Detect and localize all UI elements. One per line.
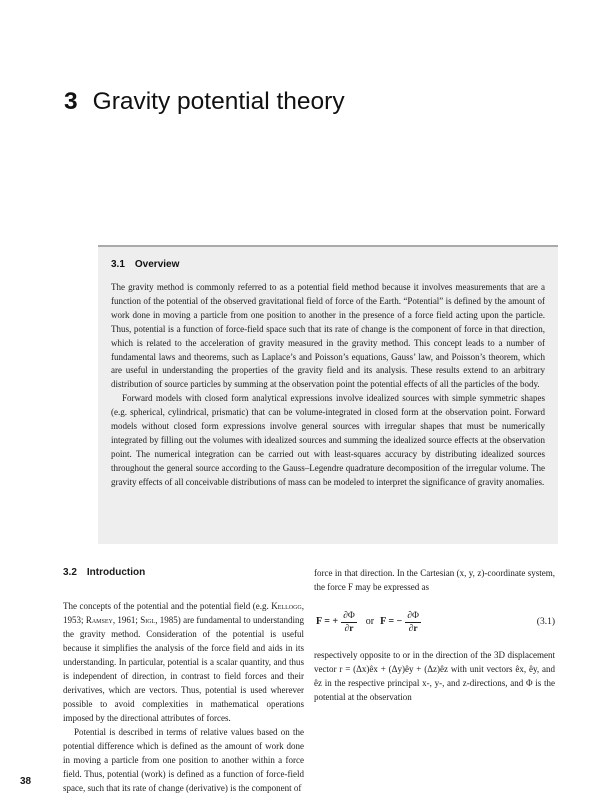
introduction-heading	[63, 566, 304, 580]
equation-fraction-1	[341, 610, 357, 635]
introduction-paragraph-2-continued: force in that direction. In the Cartesian (x, y, z)-coordinate system, the force F may be expressed as	[314, 568, 555, 592]
p1-year-1: , 1953;	[63, 601, 304, 625]
citation-ramsey: Ramsey	[85, 615, 113, 625]
equation-connector: or	[365, 616, 375, 627]
chapter-number: 3	[64, 88, 78, 115]
equation-body	[316, 610, 424, 635]
equation-number: (3.1)	[536, 617, 555, 627]
fraction-1-numerator: ∂Φ	[343, 610, 355, 621]
introduction-section-number: 3.2	[63, 567, 77, 578]
overview-text	[111, 281, 545, 490]
introduction-title: Introduction	[86, 567, 146, 578]
equation-3-1	[314, 607, 555, 637]
overview-heading	[111, 259, 179, 270]
introduction-paragraph-1	[63, 599, 304, 725]
left-column	[63, 566, 304, 795]
fraction-2-denominator: ∂r	[408, 623, 418, 634]
fraction-2-numerator: ∂Φ	[407, 610, 419, 621]
overview-section-number: 3.1	[111, 259, 125, 270]
right-column	[314, 566, 555, 704]
citation-sigl: Sigl	[140, 615, 156, 625]
chapter-heading	[64, 88, 345, 116]
page-number: 38	[20, 776, 32, 787]
fraction-1-denominator: ∂r	[344, 623, 354, 634]
citation-kellogg: Kellogg	[271, 601, 302, 611]
chapter-title: Gravity potential theory	[92, 88, 345, 115]
p1-text-start: The concepts of the potential and the potential field (e.g.	[63, 601, 272, 611]
overview-paragraph-2: Forward models with closed form analytical expressions involve idealized sources with simple symmetric shapes (e.g. spherical, cylindrical, prismatic) that can be volume-integrated in closed form at the observation point. Forward models without closed form expressions involve general sources with irregular shapes that must be numerically integrated by filling out the volumes with idealized sources and summing the idealized source effects at the observation point. The numerical integration can be carried out with least-squares accuracy by distributing idealized sources throughout the general source according to the Gauss–Legendre quadrature decomposition of the irregular volume. The gravity effects of all conceivable distributions of mass can be modeled to interpret the significance of gravity anomalies.	[111, 393, 545, 487]
equation-lhs-2: F = −	[380, 616, 403, 627]
introduction-paragraph-3: respectively opposite to or in the direction of the 3D displacement vector r = (Δx)êx + (Δy)êy + (Δz)êz with unit vectors êx, êy, and êz in the respective principal x-, y-, and z-directions, and Φ is the potential at the observation	[314, 650, 555, 702]
overview-title: Overview	[134, 259, 180, 270]
equation-lhs: F = +	[316, 616, 339, 627]
p1-year-2: , 1961;	[112, 615, 141, 625]
overview-box	[98, 245, 558, 544]
p1-text-rest: , 1985) are fundamental to understanding the gravity method. Consideration of the potential is useful because it simplifies the analysis of the force field and aids in its understanding. In particular, potential is a scalar quantity, and thus is independent of direction, in contrast to field forces and their derivatives, which are vectors. Thus, potential is used wherever possible to avoid complexities in mathematical operations imposed by the directional attributes of forces.	[63, 615, 304, 723]
equation-fraction-2	[405, 610, 421, 635]
overview-paragraph-1: The gravity method is commonly referred to as a potential field method because it involves measurements that are a function of the potential of the observed gravitational field of force of the Earth. “Potential” is defined by the amount of work done in moving a particle from one position to another in the presence of a force field acting upon the particle. Thus, potential is a function of force-field space such that its rate of change is the component of force in that direction, which is related to the acceleration of gravity measured in the gravity method. This concept leads to a number of fundamental laws and theorems, such as Laplace’s and Poisson’s equations, Gauss’ law, and Poisson’s theorem, which are useful in understanding the properties of the gravity field and its analysis. These results extend to an arbitrary distribution of source particles by summing at the observation point the potential effects of all the particles of the body.	[111, 282, 545, 390]
introduction-paragraph-2: Potential is described in terms of relative values based on the potential difference which is defined as the amount of work done in moving a particle from one position to another within a force field. Thus, potential (work) is defined as a function of force-field space, such that its rate of change (derivative) is the component of	[63, 727, 304, 793]
